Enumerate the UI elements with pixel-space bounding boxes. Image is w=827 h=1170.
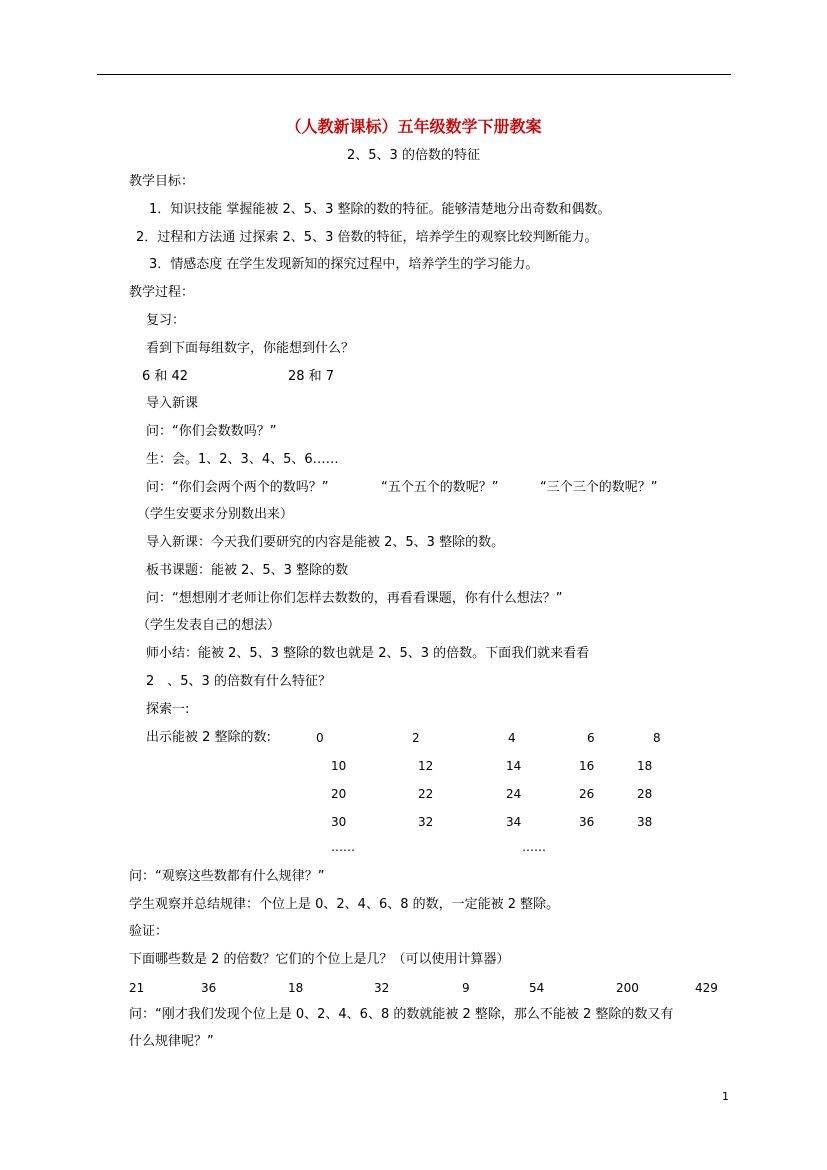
grid-cell: 26	[579, 787, 595, 801]
goal-1: 1．知识技能 掌握能被 2、5、3 整除的数的特征。能够清楚地分出奇数和偶数。	[149, 202, 611, 217]
text-line: 什么规律呢？”	[129, 1034, 214, 1049]
verify-number: 200	[616, 981, 639, 995]
text-line: 导入新课：今天我们要研究的内容是能被 2、5、3 整除的数。	[146, 535, 505, 550]
verify-number: 32	[374, 981, 390, 995]
text-line: 2 、5、3 的倍数有什么特征？	[146, 674, 331, 689]
text-line: “五个五个的数呢？”	[381, 480, 499, 495]
grid-cell: 32	[418, 815, 434, 829]
verify-number: 18	[288, 981, 304, 995]
document-title: （人教新课标）五年级数学下册教案	[285, 117, 542, 136]
text-line: 生：会。1、2、3、4、5、6……	[146, 452, 339, 467]
text-line: 板书课题：能被 2、5、3 整除的数	[146, 563, 349, 578]
verify-number: 429	[695, 981, 718, 995]
verify-number: 21	[129, 981, 145, 995]
grid-cell: 16	[579, 759, 595, 773]
text-line: 问：“你们会数数吗？”	[146, 424, 277, 439]
text-line: 问：“你们会两个两个的数吗？”	[146, 480, 329, 495]
verify-number: 54	[529, 981, 545, 995]
text-line: 导入新课	[146, 396, 199, 411]
grid-cell: 0	[316, 731, 324, 745]
grid-cell: 20	[331, 787, 347, 801]
verify-number: 36	[201, 981, 217, 995]
text-line: （学生发表自己的想法）	[137, 618, 281, 633]
text-line: 问：“观察这些数都有什么规律？”	[129, 869, 325, 884]
grid-cell: 10	[331, 759, 347, 773]
header-rule	[97, 74, 731, 75]
section-heading-goals: 教学目标：	[129, 174, 195, 189]
text-line: 看到下面每组数字，你能想到什么？	[146, 341, 355, 356]
number-group-2: 28 和 7	[288, 369, 335, 384]
grid-cell: 14	[506, 759, 522, 773]
text-line: 师小结：能被 2、5、3 整除的数也就是 2、5、3 的倍数。下面我们就来看看	[146, 646, 590, 661]
section-heading-process: 教学过程：	[129, 285, 195, 300]
grid-cell: 38	[637, 815, 653, 829]
grid-cell: 28	[637, 787, 653, 801]
text-line: 下面哪些数是 2 的倍数？它们的个位上是几？（可以使用计算器）	[129, 952, 510, 967]
text-line: “三个三个的数呢？”	[540, 480, 658, 495]
verify-number: 9	[462, 981, 470, 995]
grid-cell: 22	[418, 787, 434, 801]
grid-cell: 30	[331, 815, 347, 829]
grid-cell: 34	[506, 815, 522, 829]
text-line: 问：“想想刚才老师让你们怎样去数数的，再看看课题，你有什么想法？”	[146, 591, 563, 606]
text-line: 验证：	[129, 924, 169, 939]
goal-2: 2．过程和方法通 过探索 2、5、3 倍数的特征，培养学生的观察比较判断能力。	[136, 230, 598, 245]
text-line: 探索一:	[146, 702, 190, 717]
document-subtitle: 2、5、3 的倍数的特征	[347, 148, 480, 163]
grid-ellipsis: ……	[522, 840, 546, 854]
text-line: 学生观察并总结规律：个位上是 0、2、4、6、8 的数，一定能被 2 整除。	[129, 897, 560, 912]
text-line: 问：“刚才我们发现个位上是 0、2、4、6、8 的数就能被 2 整除，那么不能被 2 整除的数又有	[129, 1007, 674, 1022]
grid-cell: 18	[637, 759, 653, 773]
grid-cell: 8	[653, 731, 661, 745]
grid-cell: 12	[418, 759, 434, 773]
text-line: （学生安要求分别数出来）	[137, 507, 294, 522]
review-label: 复习：	[146, 313, 186, 328]
text-line: 出示能被 2 整除的数:	[146, 730, 271, 745]
grid-cell: 4	[508, 731, 516, 745]
number-group-1: 6 和 42	[142, 369, 189, 384]
grid-ellipsis: ……	[331, 840, 355, 854]
grid-cell: 36	[579, 815, 595, 829]
grid-cell: 2	[412, 731, 420, 745]
page-number: 1	[722, 1090, 729, 1103]
goal-3: 3．情感态度 在学生发现新知的探究过程中，培养学生的学习能力。	[149, 257, 539, 272]
grid-cell: 6	[587, 731, 595, 745]
grid-cell: 24	[506, 787, 522, 801]
